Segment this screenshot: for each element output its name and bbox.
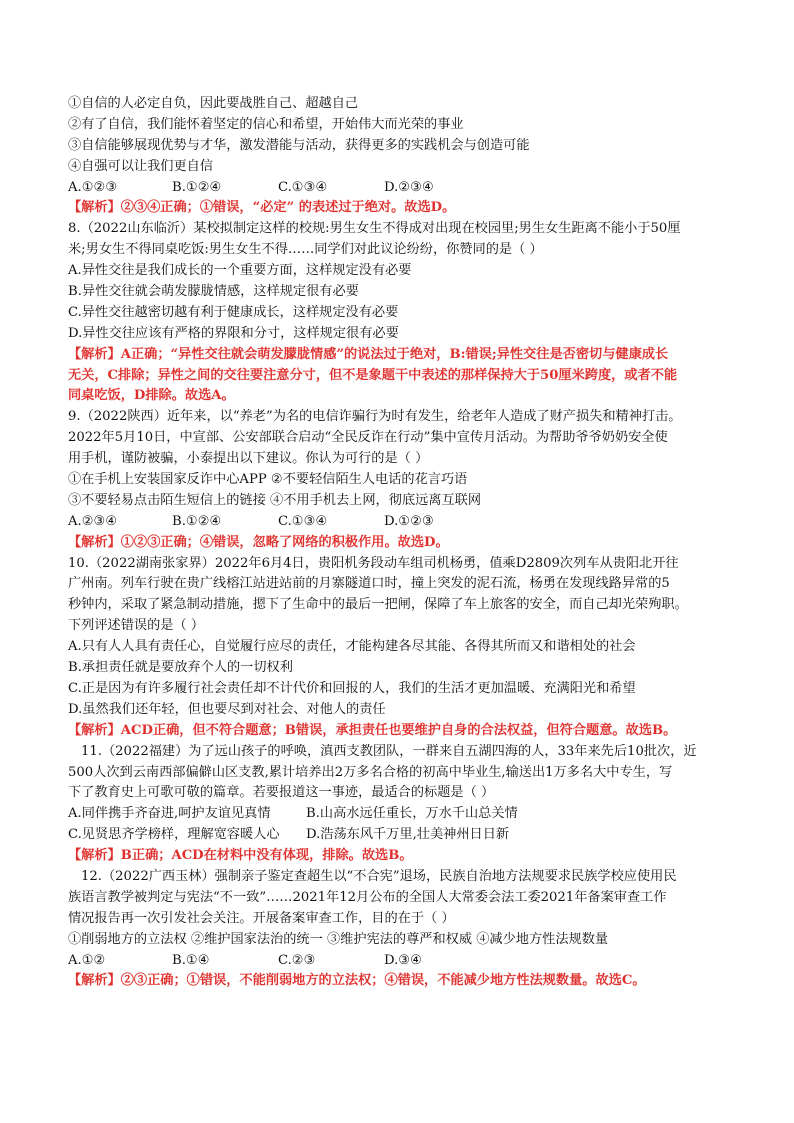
choice-c: C.见贤思齐学榜样，理解宽容暖人心	[68, 827, 280, 843]
choices-row	[68, 512, 732, 533]
question-8	[68, 219, 732, 407]
question-stem-line: 9.（2022陕西）近年来，以“养老”为名的电信诈骗行为时有发生，给老年人造成了财产损失和精神打击。	[68, 409, 682, 425]
analysis-tag: 【解析】	[68, 200, 121, 216]
choice-b: B.①②④	[172, 179, 222, 195]
analysis-tag: 【解析】	[68, 973, 121, 989]
question-10	[68, 554, 732, 742]
choice-c: C.正是因为有许多履行社会责任却不计代价和回报的人，我们的生活才更加温暖、充满阳光和希望	[68, 680, 636, 696]
analysis-text: ①②③正确；④错误，忽略了网络的积极作用。故选D。	[120, 534, 449, 550]
question-stem-line: 10.（2022湖南张家界）2022年6月4日，贵阳机务段动车组司机杨勇，值乘D2809次列车从贵阳北开往	[68, 555, 679, 571]
choice-a: A.①②③	[68, 179, 118, 195]
option-line: ③自信能够展现优势与才华，激发潜能与活动，获得更多的实践机会与创造可能	[68, 137, 530, 153]
option-line: ②有了自信，我们能怀着坚定的信心和希望，开始伟大而光荣的事业	[68, 116, 464, 132]
analysis	[68, 846, 732, 867]
question-12	[68, 867, 732, 992]
choice-d: D.浩荡东风千万里,壮美神州日日新	[306, 827, 510, 843]
option-line: ①在手机上安装国家反诈中心APP ②不要轻信陌生人电话的花言巧语	[68, 472, 468, 488]
choice-a: A.只有人人具有责任心，自觉履行应尽的责任，才能构建各尽其能、各得其所而又和谐相处的社会	[68, 639, 636, 655]
choice-c: C.②③	[278, 952, 316, 968]
analysis-text: A正确；“异性交往就会萌发朦胧情感”的说法过于绝对，B:错误;异性交往是否密切与健康成长	[120, 346, 669, 362]
choice-b: B.①②④	[172, 513, 222, 529]
option-line: ③不要轻易点击陌生短信上的链接 ④不用手机去上网，彻底远离互联网	[68, 492, 482, 508]
question-stem-line: 广州南。列车行驶在贵广线榕江站进站前的月寨隧道口时，撞上突发的泥石流，杨勇在发现线路异常的5	[68, 576, 670, 592]
choice-d: D.①②③	[384, 513, 434, 529]
choice-c: C.异性交往越密切越有利于健康成长，这样规定没有必要	[68, 304, 399, 320]
question-stem-line: 情况报告再一次引发社会关注。开展备案审查工作，目的在于（ ）	[68, 910, 455, 926]
analysis-text: ②③④正确；①错误，“必定” 的表述过于绝对。故选D。	[120, 200, 456, 216]
question-stem-line: 11.（2022福建）为了远山孩子的呼唤，滇西支教团队，一群来自五湖四海的人，33年来先后10批次，近	[81, 743, 697, 759]
option-line: ④自强可以让我们更自信	[68, 158, 214, 174]
analysis	[68, 971, 732, 992]
question-stem-line: 米;男女生不得同桌吃饭:男生女生不得……同学们对此议论纷纷，你赞同的是（ ）	[68, 242, 543, 258]
analysis	[68, 345, 732, 366]
analysis-tag: 【解析】	[68, 722, 121, 738]
choices-row	[68, 178, 732, 199]
analysis-line: 同桌吃饭，D排除。故选A。	[68, 388, 235, 404]
question-stem-line: 下列评述错误的是（ ）	[68, 618, 205, 634]
choices-row	[68, 951, 732, 972]
choice-c: C.①③④	[278, 179, 328, 195]
choice-c: C.①③④	[278, 513, 328, 529]
choices-row	[68, 825, 732, 846]
choice-b: B.①④	[172, 952, 210, 968]
choice-a: A.①②	[68, 952, 106, 968]
question-stem-line: 秒钟内，采取了紧急制动措施，摁下了生命中的最后一把闸，保障了车上旅客的安全，而自己却光荣殉职。	[68, 597, 688, 613]
analysis-text: B正确；ACD在材料中没有体现，排除。故选B。	[120, 848, 413, 864]
choice-b: B.山高水远任重长，万水千山总关情	[306, 806, 518, 822]
question-stem-line: 2022年5月10日，中宣部、公安部联合启动“全民反诈在行动”集中宣传月活动。为帮助爷爷奶奶安全使	[68, 430, 668, 446]
choices-row	[68, 804, 732, 825]
question-stem-line: 族语言教学被判定与宪法“不一致”……2021年12月公布的全国人大常委会法工委2021年备案审查工作	[68, 889, 667, 905]
analysis	[68, 198, 732, 219]
analysis-tag: 【解析】	[68, 534, 121, 550]
analysis-tag: 【解析】	[68, 848, 121, 864]
question-9	[68, 407, 732, 553]
analysis-line: 无关，C排除；异性之间的交往要注意分寸，但不是象题干中表述的那样保持大于50厘米跨度，或者不能	[68, 367, 678, 383]
analysis	[68, 533, 732, 554]
option-line: ①削弱地方的立法权 ②维护国家法治的统一 ③维护宪法的尊严和权威 ④减少地方性法规数量	[68, 931, 609, 947]
question-11	[68, 742, 732, 867]
choice-d: D.②③④	[384, 179, 434, 195]
question-stem-line: 8.（2022山东临沂）某校拟制定这样的校规:男生女生不得成对出现在校园里;男生女生距离不能小于50厘	[68, 221, 681, 237]
analysis-text: ACD正确，但不符合题意；B错误，承担责任也要维护自身的合法权益，但符合题意。故选B。	[120, 722, 677, 738]
question-stem-line: 500人次到云南西部偏僻山区支教,累计培养出2万多名合格的初高中毕业生,输送出1万多名大中专生，写	[68, 764, 673, 780]
choice-a: A.同伴携手齐奋进,呵护友谊见真情	[68, 806, 271, 822]
analysis-text: ②③正确；①错误，不能削弱地方的立法权；④错误，不能减少地方性法规数量。故选C。	[120, 973, 646, 989]
choice-d: D.虽然我们还年轻，但也要尽到对社会、对他人的责任	[68, 701, 386, 717]
choice-d: D.③④	[384, 952, 422, 968]
choice-a: A.②③④	[68, 513, 118, 529]
question-stem-line: 12.（2022广西玉林）强制亲子鉴定查超生以“不合宪”退场，民族自治地方法规要求民族学校应使用民	[81, 868, 677, 884]
question-stem-line: 下了教育史上可歌可敬的篇章。若要报道这一事迹，最适合的标题是（ ）	[68, 785, 495, 801]
question-stem-line: 用手机，谨防被骗，小泰提出以下建议。你认为可行的是（ ）	[68, 451, 429, 467]
option-line: ①自信的人必定自负，因此要战胜自己、超越自己	[68, 96, 359, 111]
question-7	[68, 94, 732, 219]
document-page	[68, 94, 732, 992]
analysis	[68, 721, 732, 742]
choice-d: D.异性交往应该有严格的界限和分寸，这样规定很有必要	[68, 325, 399, 341]
choice-b: B.承担责任就是要放弃个人的一切权利	[68, 660, 293, 676]
analysis-tag: 【解析】	[68, 346, 121, 362]
choice-a: A.异性交往是我们成长的一个重要方面，这样规定没有必要	[68, 263, 412, 279]
choice-b: B.异性交往就会萌发朦胧情感，这样规定很有必要	[68, 284, 359, 300]
